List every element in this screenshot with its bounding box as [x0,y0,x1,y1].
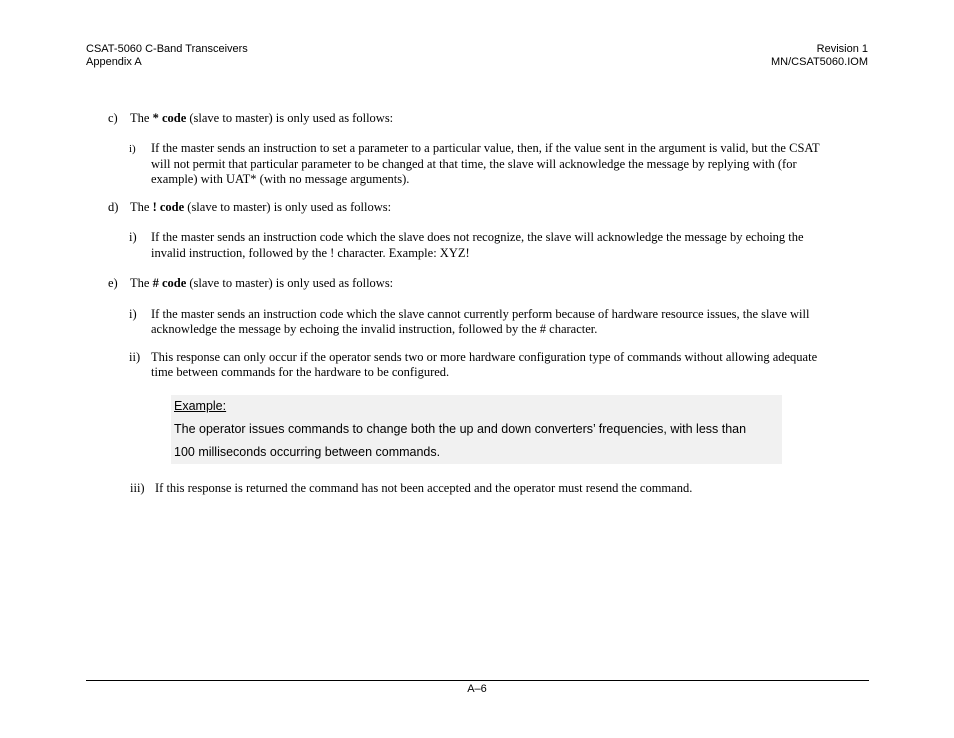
page-number: A–6 [467,683,487,695]
item-e-iii-label: iii) [130,481,145,495]
item-e-post: (slave to master) is only used as follows: [186,276,394,290]
manual-number: MN/CSAT5060.IOM [771,56,868,68]
item-c-code: * code [152,111,187,125]
item-d-i-label: i) [129,230,137,244]
item-c-i-line2: will not permit that particular parameter to be changed at that time, the slave will acknowledge the message by replying with (for [151,157,797,171]
item-e-label: e) [108,276,118,290]
item-e-i-line1: If the master sends an instruction code which the slave cannot currently perform because of hardware resource issues, the slave will [151,307,810,321]
item-e-iii-line1: If this response is returned the command has not been accepted and the operator must resend the command. [155,481,693,495]
item-d-i-line2: invalid instruction, followed by the ! character. Example: XYZ! [151,246,470,260]
item-d-i-line1: If the master sends an instruction code which the slave does not recognize, the slave will acknowledge the message by echoing the [151,230,804,244]
appendix-label: Appendix A [86,56,142,68]
item-c-i-line1: If the master sends an instruction to set a parameter to a particular value, then, if the value sent in the argument is valid, but the CSAT [151,141,820,155]
item-d-post: (slave to master) is only used as follows: [184,200,392,214]
item-d-pre: The [130,200,153,214]
example-line-2: 100 milliseconds occurring between commands. [174,445,441,459]
item-c-pre: The [130,111,153,125]
item-c-label: c) [108,111,118,125]
item-c-i-label: i) [129,143,136,155]
item-e-pre: The [130,276,153,290]
item-d-heading [130,200,391,216]
item-c-i-line3: example) with UAT* (with no message arguments). [151,172,410,186]
item-e-ii-line2: time between commands for the hardware to be configured. [151,365,450,379]
item-c-heading [130,111,393,127]
revision-label: Revision 1 [816,43,868,55]
item-e-ii-line1: This response can only occur if the operator sends two or more hardware configuration type of commands without allowing adequate [151,350,818,364]
example-box [171,395,782,464]
document-title: CSAT-5060 C-Band Transceivers [86,43,248,55]
item-e-code: # code [152,276,187,290]
item-e-i-label: i) [129,307,137,321]
header-left [86,43,248,69]
item-d-code: ! code [152,200,185,214]
item-c-post: (slave to master) is only used as follows: [186,111,394,125]
item-e-ii-label: ii) [129,350,141,364]
example-line-1: The operator issues commands to change both the up and down converters’ frequencies, with less than [174,422,747,436]
example-title: Example: [174,399,227,413]
header-right [771,43,868,69]
item-e-heading [130,276,393,292]
footer-divider [86,680,869,681]
item-d-label: d) [108,200,119,214]
item-e-i-line2: acknowledge the message by echoing the invalid instruction, followed by the # character. [151,322,598,336]
